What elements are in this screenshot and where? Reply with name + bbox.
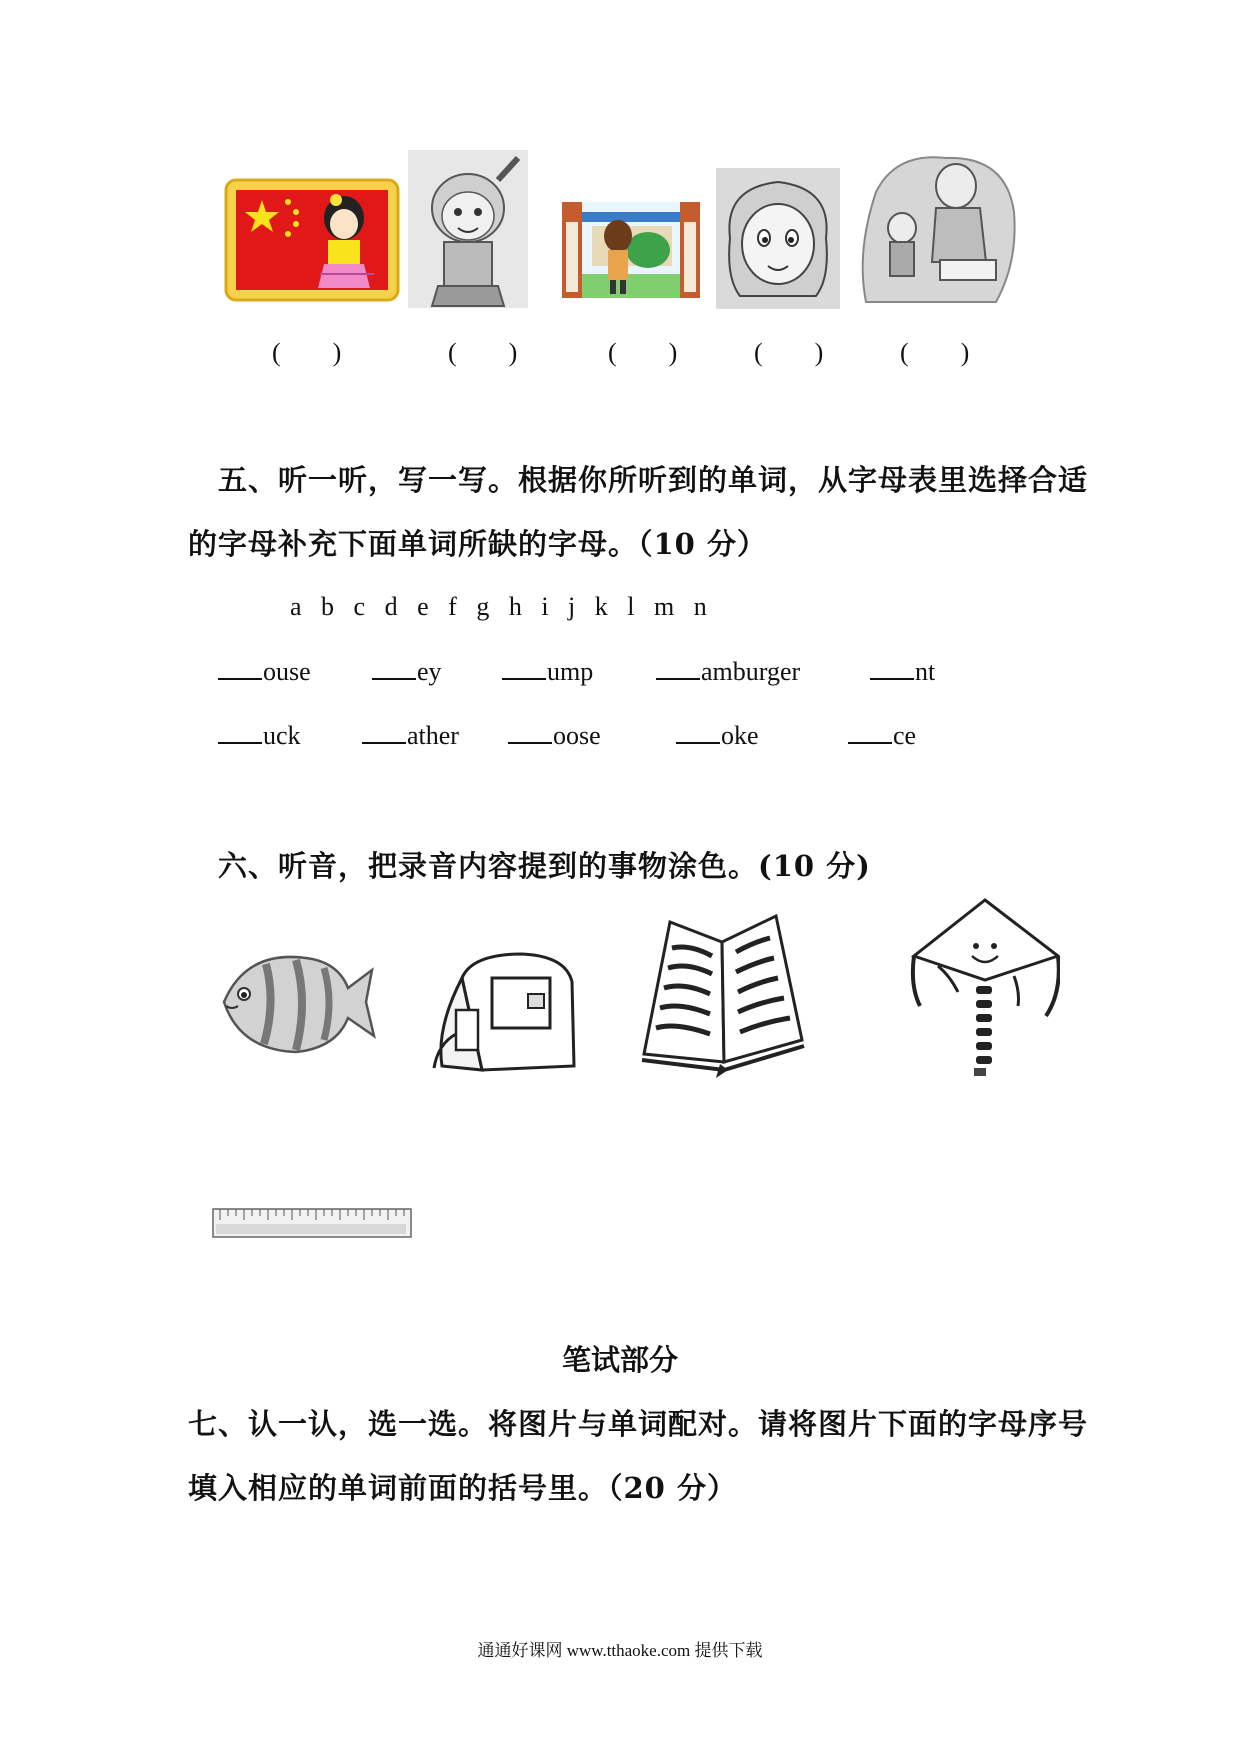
answer-blank[interactable] — [502, 656, 546, 680]
answer-paren-4: ( ) — [754, 338, 824, 367]
word-ending: amburger — [701, 657, 801, 686]
letter: i — [541, 592, 549, 621]
fill-blank-word[interactable] — [656, 656, 800, 687]
letter: a — [290, 592, 302, 621]
word-ending: ather — [407, 721, 459, 750]
fish-picture[interactable] — [216, 940, 378, 1066]
answer-blank[interactable] — [372, 656, 416, 680]
answer-paren-5: ( ) — [900, 338, 970, 367]
answer-paren-3: ( ) — [608, 338, 678, 367]
fill-blank-word[interactable] — [362, 720, 459, 751]
answer-blank[interactable] — [362, 720, 406, 744]
word-ending: ce — [893, 721, 917, 750]
word-ending: ouse — [263, 657, 311, 686]
footer-credit: 通通好课网 www.tthaoke.com 提供下载 — [477, 1641, 763, 1660]
letter: e — [417, 592, 429, 621]
letter: g — [476, 592, 490, 621]
fill-blank-word[interactable] — [870, 656, 935, 687]
bag-picture[interactable] — [432, 948, 584, 1076]
answer-blank[interactable] — [218, 656, 262, 680]
girl-face-picture — [716, 168, 840, 309]
book-picture[interactable] — [640, 912, 806, 1078]
letter: l — [627, 592, 635, 621]
letter: k — [594, 592, 608, 621]
letter: h — [508, 592, 522, 621]
answer-blank[interactable] — [870, 656, 914, 680]
word-ending: oose — [553, 721, 601, 750]
fill-blank-word[interactable] — [218, 720, 301, 751]
letter: c — [353, 592, 366, 621]
fill-blank-word[interactable] — [372, 656, 442, 687]
word-ending: ey — [417, 657, 442, 686]
fill-blank-word[interactable] — [676, 720, 759, 751]
fill-blank-word[interactable] — [502, 656, 593, 687]
section5-heading-line1: 五、听一听，写一写。根据你所听到的单词，从字母表里选择合适 — [218, 463, 1089, 497]
fill-blank-word[interactable] — [508, 720, 601, 751]
waving-girl-picture — [408, 150, 528, 308]
written-part-title: 笔试部分 — [561, 1343, 678, 1377]
letter: m — [654, 592, 675, 621]
word-ending: oke — [721, 721, 759, 750]
answer-blank[interactable] — [656, 656, 700, 680]
section7-heading-line2: 填入相应的单词前面的括号里。（20 分） — [188, 1471, 737, 1505]
answer-paren-1: ( ) — [272, 338, 342, 367]
section6-heading: 六、听音，把录音内容提到的事物涂色。(10 分) — [218, 849, 871, 883]
flag-girl-picture — [224, 178, 400, 302]
letter: b — [321, 592, 335, 621]
fill-blank-word[interactable] — [218, 656, 311, 687]
letter: d — [384, 592, 398, 621]
answer-blank[interactable] — [676, 720, 720, 744]
section7-heading-line1: 七、认一认，选一选。将图片与单词配对。请将图片下面的字母序号 — [188, 1407, 1089, 1441]
word-ending: nt — [915, 657, 936, 686]
school-gate-picture — [562, 202, 700, 298]
letter: f — [448, 592, 457, 621]
answer-paren-2: ( ) — [448, 338, 518, 367]
answer-blank[interactable] — [508, 720, 552, 744]
kite-picture[interactable] — [910, 896, 1060, 1082]
mother-daughter-picture — [856, 152, 1018, 310]
ruler-picture[interactable] — [212, 1208, 412, 1238]
answer-blank[interactable] — [218, 720, 262, 744]
letter: j — [568, 592, 576, 621]
word-ending: uck — [263, 721, 301, 750]
alphabet-row — [290, 592, 726, 622]
fill-blank-word[interactable] — [848, 720, 916, 751]
answer-blank[interactable] — [848, 720, 892, 744]
section5-heading-line2: 的字母补充下面单词所缺的字母。（10 分） — [188, 527, 767, 561]
word-ending: ump — [547, 657, 594, 686]
letter: n — [693, 592, 707, 621]
